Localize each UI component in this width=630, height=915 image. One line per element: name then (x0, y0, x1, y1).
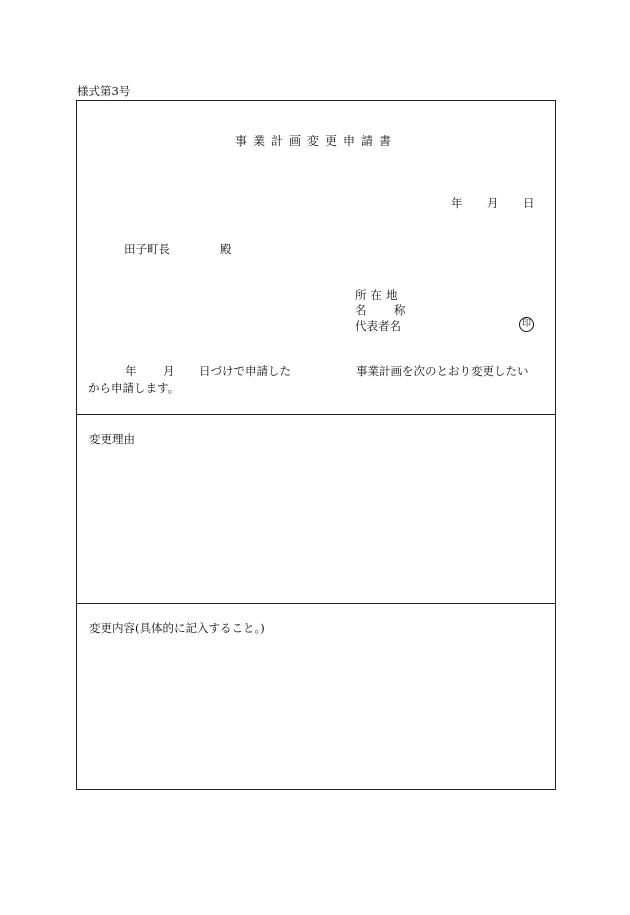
document-title: 事業計画変更申請書 (234, 134, 397, 148)
seal-icon: 印 (519, 317, 534, 332)
change-content-label: 変更内容(具体的に記入すること。) (89, 621, 265, 635)
change-reason-section (77, 414, 555, 603)
addressee: 田子町長 (124, 242, 170, 256)
name-label-first: 名 (355, 303, 367, 317)
body-second-line: から申請します。 (88, 381, 180, 395)
change-content-section (77, 603, 555, 791)
date-year-label: 年 (451, 196, 463, 210)
body-day-text: 日づけで申請した (199, 364, 291, 378)
date-day-label: 日 (523, 196, 535, 210)
body-month-label: 月 (163, 364, 175, 378)
form-header-section (77, 101, 555, 414)
address-label: 所在地 (355, 288, 402, 302)
name-label-second: 称 (394, 303, 406, 317)
honorific: 殿 (220, 242, 232, 256)
body-year-label: 年 (125, 364, 137, 378)
application-form (76, 100, 556, 790)
form-number: 様式第3号 (77, 84, 131, 98)
representative-label: 代表者名 (355, 319, 401, 333)
change-reason-label: 変更理由 (89, 432, 135, 446)
body-tail-text: 事業計画を次のとおり変更したい (356, 364, 529, 378)
date-month-label: 月 (487, 196, 499, 210)
